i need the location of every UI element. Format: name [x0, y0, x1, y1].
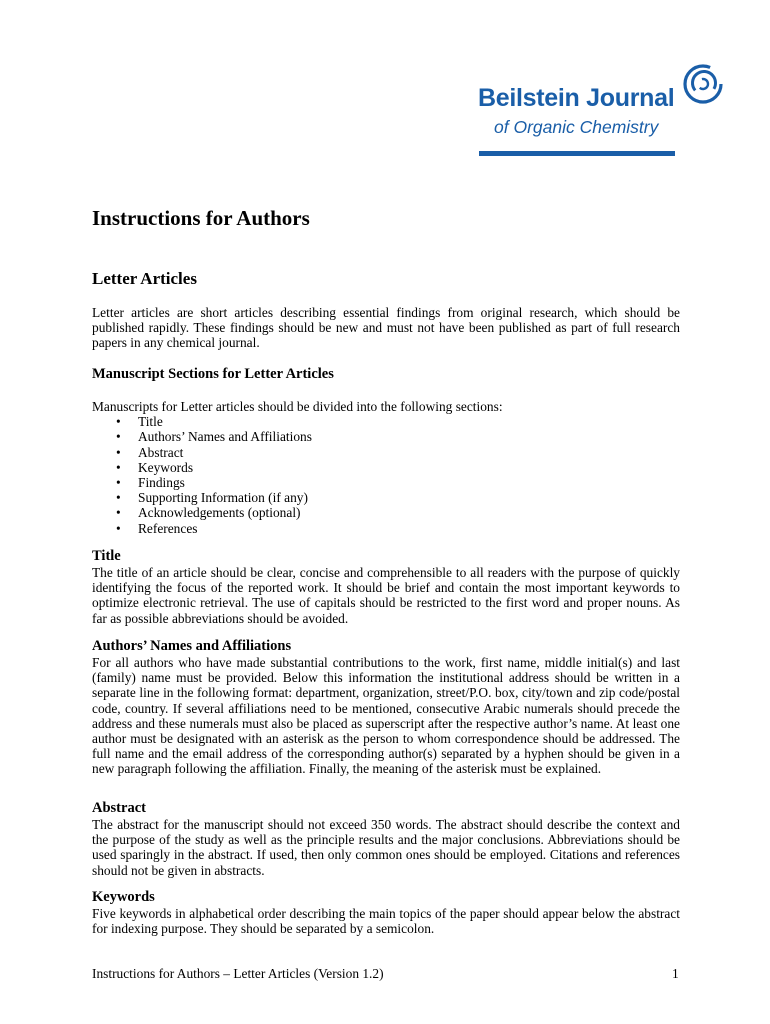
- manuscript-intro: Manuscripts for Letter articles should be divided into the following sections:: [92, 399, 503, 414]
- keywords-heading: Keywords: [92, 889, 155, 905]
- bullet: •: [116, 429, 121, 445]
- bullet: •: [116, 520, 121, 536]
- abstract-heading: Abstract: [92, 800, 146, 816]
- manuscript-block: [92, 399, 680, 536]
- manuscript-heading: Manuscript Sections for Letter Articles: [92, 366, 334, 382]
- footer-text: Instructions for Authors – Letter Articles (Version 1.2): [92, 966, 384, 981]
- list-item: • Abstract: [116, 444, 184, 460]
- logo-title: Beilstein Journal: [478, 84, 675, 112]
- bullet: •: [116, 444, 121, 460]
- page-number: 1: [672, 966, 679, 981]
- title-paragraph: The title of an article should be clear, concise and comprehensible to all readers with the purpose of quickly identifying the focus of the reported work. It should be brief and contain the most important keywords to optimize electronic retrieval. The use of capitals should be restricted to the first word and proper nouns. As far as possible abbreviations should be avoided.: [92, 565, 680, 626]
- logo-subtitle: of Organic Chemistry: [494, 117, 659, 137]
- bullet: •: [116, 459, 121, 475]
- bullet: •: [116, 505, 121, 521]
- list-item: • Supporting Information (if any): [116, 490, 308, 506]
- intro-paragraph: Letter articles are short articles describing essential findings from original research, which should be published rapidly. These findings should be new and must not have been published as part of full research papers in any chemical journal.: [92, 305, 680, 351]
- list-item: • Keywords: [116, 459, 194, 475]
- bullet: •: [116, 475, 121, 491]
- keywords-paragraph: Five keywords in alphabetical order describing the main topics of the paper should appear below the abstract for indexing purpose. They should be separated by a semicolon.: [92, 906, 680, 937]
- section-list: [92, 414, 680, 536]
- list-item: • Title: [116, 414, 163, 430]
- list-item: • References: [116, 520, 198, 536]
- bullet: •: [116, 490, 121, 506]
- abstract-paragraph: The abstract for the manuscript should not exceed 350 words. The abstract should describe the context and the purpose of the study as well as the principle results and the major conclusions. Abbreviations should be used sparingly in the abstract. If used, then only common ones should be employed. Citations and references should not be given in abstracts.: [92, 817, 680, 878]
- list-item: • Acknowledgements (optional): [116, 505, 301, 521]
- authors-paragraph: For all authors who have made substantial contributions to the work, first name, middle initial(s) and last (family) name must be provided. Below this information the institutional address should be written in a separate line in the following format: department, organization, street/P.O. box, city/town and zip code/postal code, country. If several affiliations need to be mentioned, consecutive Arabic numerals should precede the address and these numerals must also be placed as superscript after the respective author’s name. At least one author must be designated with an asterisk as the person to whom correspondence should be addressed. The full name and the email address of the corresponding author(s) separated by a hyphen should be given in a new paragraph following the affiliation. Finally, the meaning of the asterisk must be explained.: [92, 655, 680, 777]
- title-heading: Title: [92, 548, 121, 564]
- authors-heading: Authors’ Names and Affiliations: [92, 638, 292, 654]
- page-title: Instructions for Authors: [92, 206, 310, 230]
- list-item: • Findings: [116, 475, 185, 491]
- logo-underline: [479, 151, 675, 156]
- section-title: Letter Articles: [92, 269, 197, 288]
- list-item: • Authors’ Names and Affiliations: [116, 429, 312, 445]
- bullet: •: [116, 414, 121, 430]
- journal-logo: [478, 62, 728, 158]
- swirl-icon: [681, 62, 725, 106]
